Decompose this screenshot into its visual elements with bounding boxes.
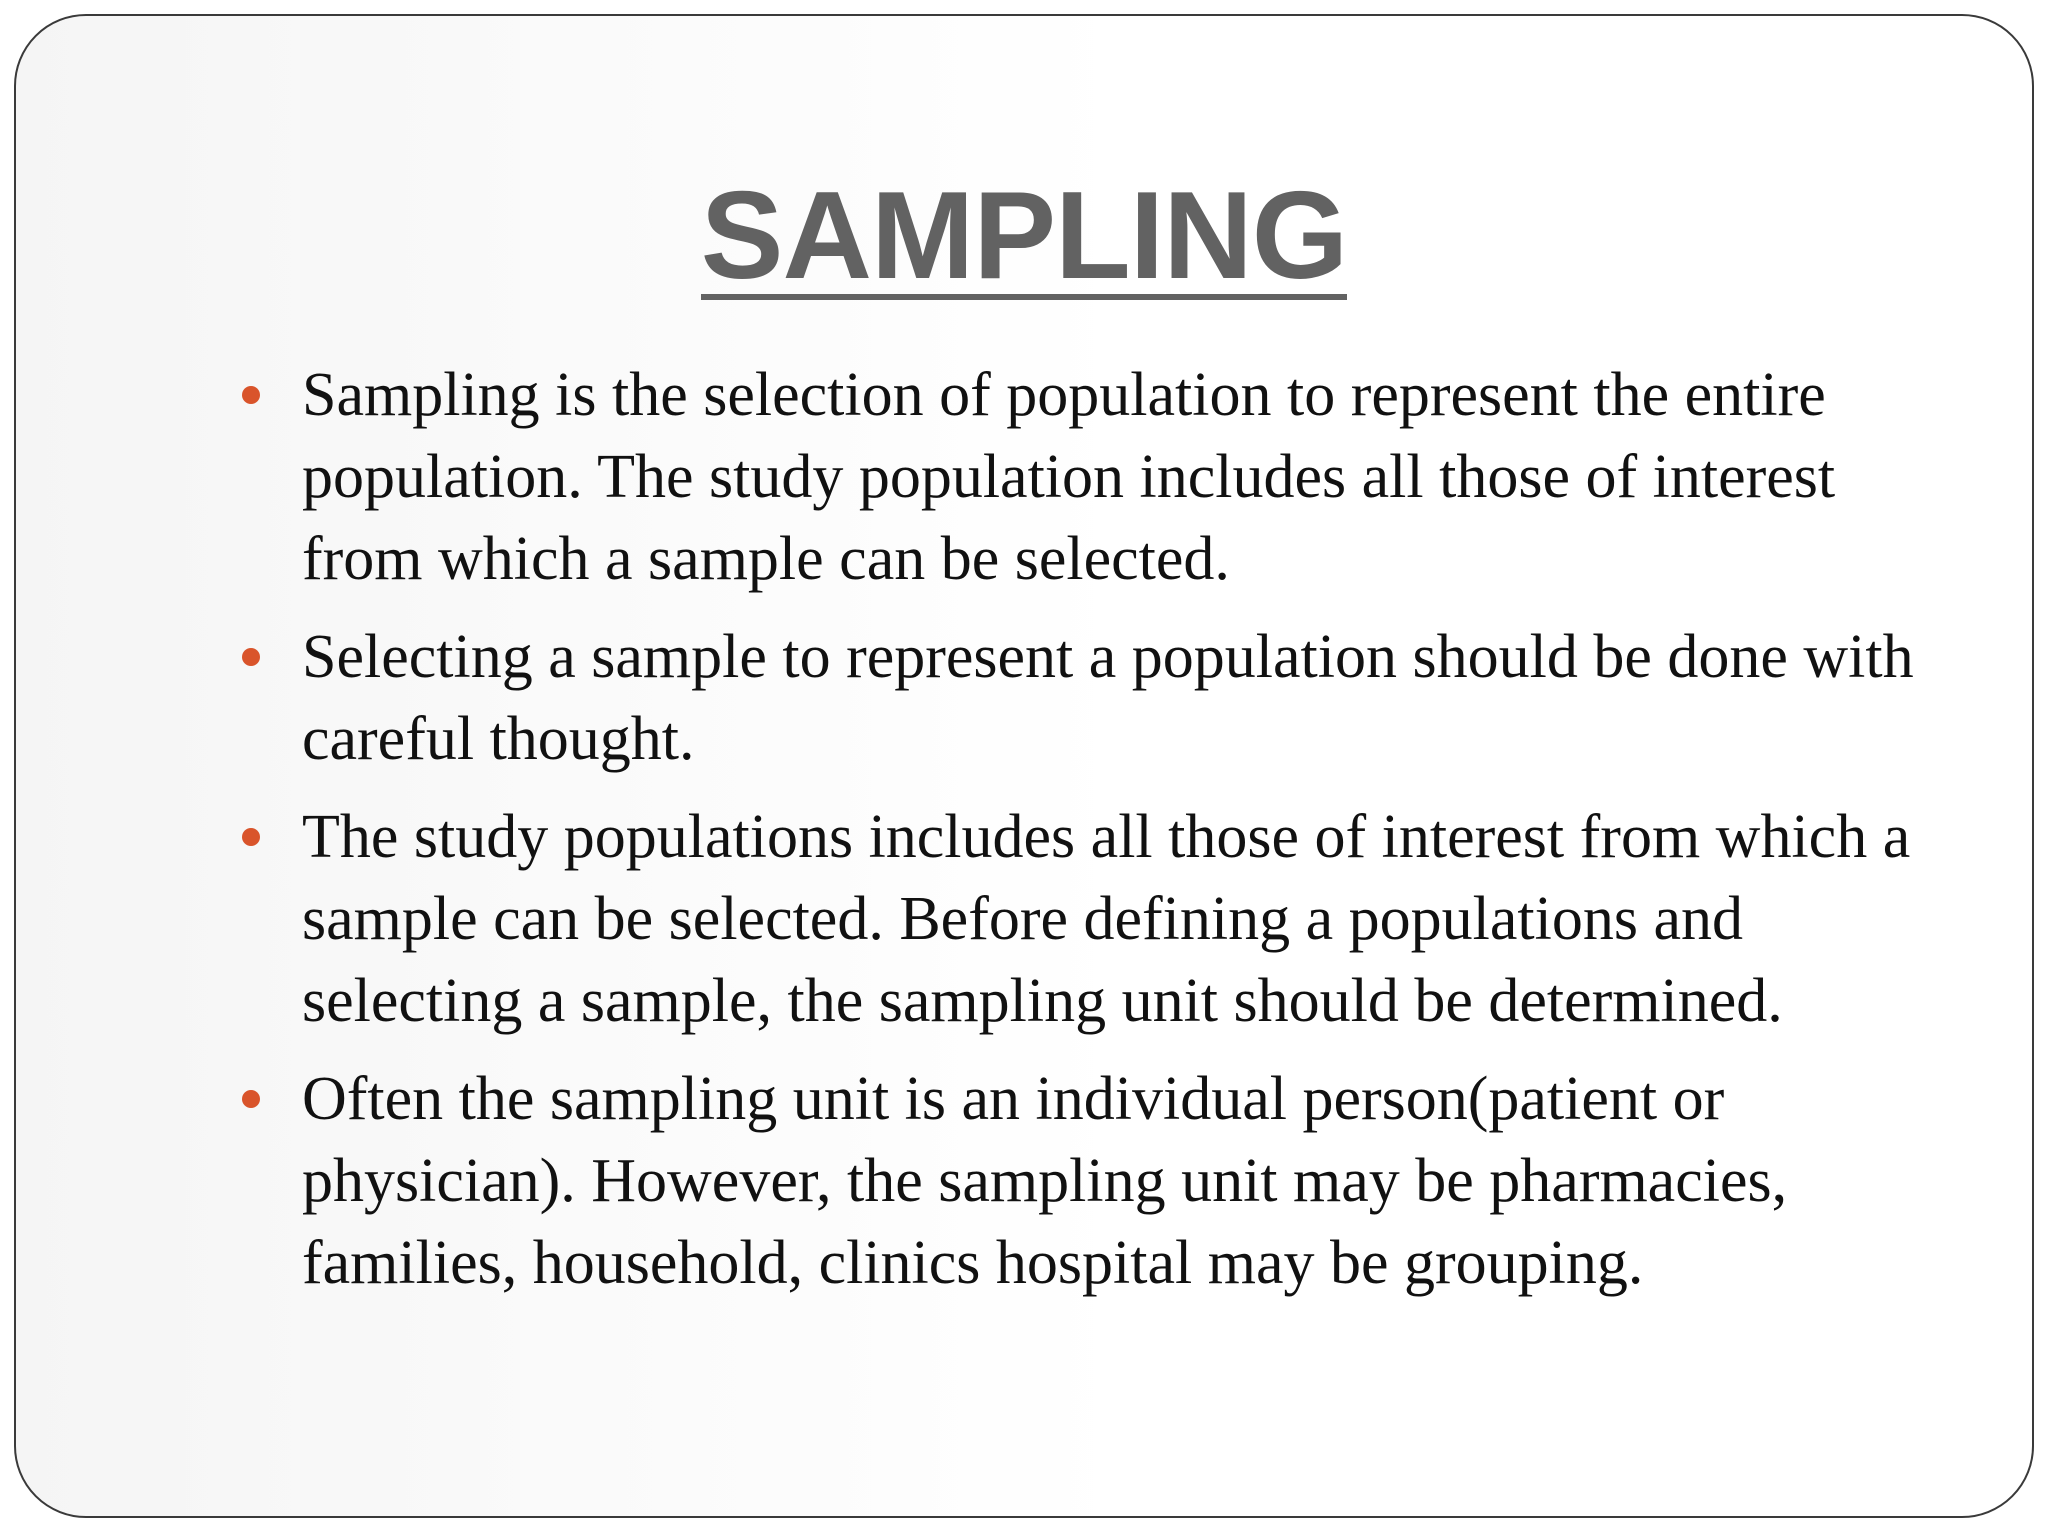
bullet-dot-icon xyxy=(242,1090,260,1108)
bullet-dot-icon xyxy=(242,828,260,846)
bullet-text: Often the sampling unit is an individual person(patient or physician). However, the sampling unit may be pharmacies, families, household, clinics hospital may be grouping. xyxy=(302,1065,1788,1297)
bullet-text: Selecting a sample to represent a population should be done with careful thought. xyxy=(302,623,1914,773)
bullet-dot-icon xyxy=(242,386,260,404)
slide-frame xyxy=(14,14,2034,1518)
bullet-item xyxy=(226,616,1966,780)
bullet-list xyxy=(226,354,1966,1320)
slide-title xyxy=(16,166,2032,306)
bullet-item xyxy=(226,796,1966,1042)
bullet-dot-icon xyxy=(242,648,260,666)
bullet-text: The study populations includes all those of interest from which a sample can be selected. Before defining a populations and selecting a sample, the sampling unit should be determined. xyxy=(302,803,1911,1035)
bullet-item xyxy=(226,1058,1966,1304)
bullet-text: Sampling is the selection of population to represent the entire population. The study population includes all those of interest from which a sample can be selected. xyxy=(302,361,1836,593)
bullet-item xyxy=(226,354,1966,600)
slide-title-text: SAMPLING xyxy=(700,167,1348,305)
